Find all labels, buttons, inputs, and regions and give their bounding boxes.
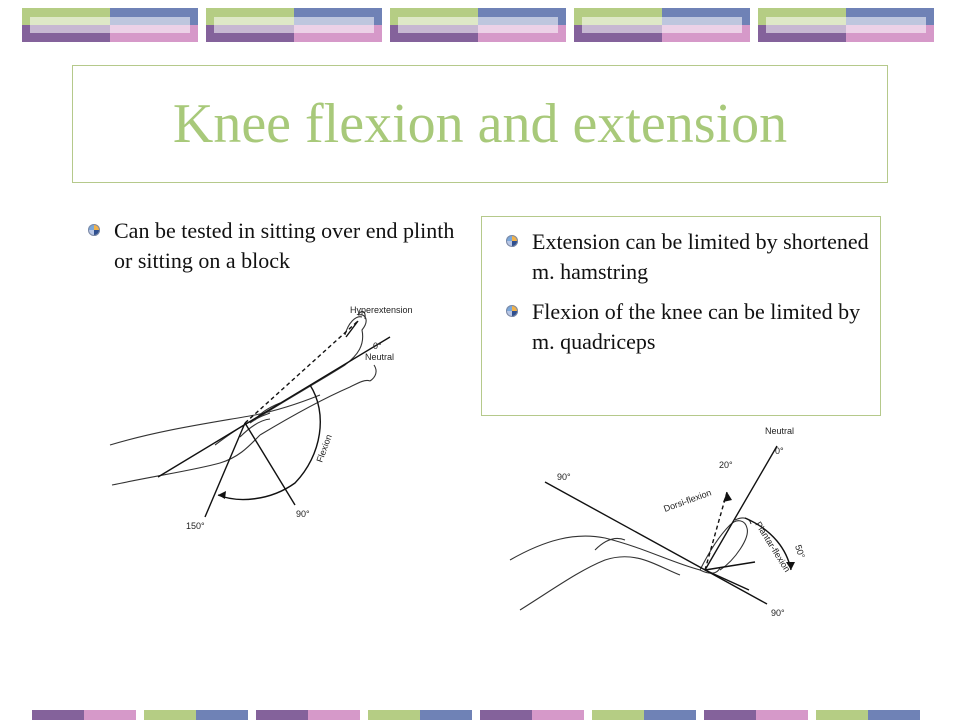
band-block <box>574 8 750 42</box>
band-block <box>390 8 566 42</box>
band-block <box>22 8 198 42</box>
label-150: 150° <box>186 521 205 531</box>
label-ankle-90-left: 90° <box>557 472 571 482</box>
label-hyperextension: Hyperextension <box>350 305 413 315</box>
label-plantarflexion: Plantar-flexion <box>753 519 793 574</box>
label-flexion: Flexion <box>314 432 334 464</box>
right-text-box <box>481 216 881 416</box>
label-zero: 0° <box>373 341 382 351</box>
top-decorative-band <box>0 0 960 48</box>
label-ankle-zero: 0° <box>775 446 784 456</box>
label-ankle-20: 20° <box>719 460 733 470</box>
title-frame <box>72 65 888 183</box>
ankle-dorsiflexion-diagram <box>505 420 825 620</box>
left-bullet-list <box>78 216 468 276</box>
bullet-icon <box>506 235 518 247</box>
label-ankle-neutral: Neutral <box>765 426 795 436</box>
bullet-text: Flexion of the knee can be limited by m. quadriceps <box>532 299 861 354</box>
bullet-text: Extension can be limited by shortened m. hamstring <box>532 229 869 284</box>
label-neutral: Neutral <box>365 352 395 362</box>
label-ankle-90-bottom: 90° <box>771 608 785 618</box>
list-item <box>496 227 876 287</box>
band-block <box>206 8 382 42</box>
bullet-icon <box>506 305 518 317</box>
band-block <box>758 8 934 42</box>
bullet-icon <box>88 224 100 236</box>
slide-title: Knee flexion and extension <box>172 93 788 155</box>
label-90: 90° <box>296 509 310 519</box>
bottom-decorative-band <box>0 710 960 720</box>
list-item <box>78 216 468 276</box>
bullet-text: Can be tested in sitting over end plinth or sitting on a block <box>114 218 455 273</box>
knee-flexion-diagram <box>100 295 440 545</box>
right-bullet-list <box>496 227 876 367</box>
label-dorsiflexion: Dorsi-flexion <box>662 487 713 514</box>
label-ankle-50: 50° <box>793 543 807 560</box>
list-item <box>496 297 876 357</box>
